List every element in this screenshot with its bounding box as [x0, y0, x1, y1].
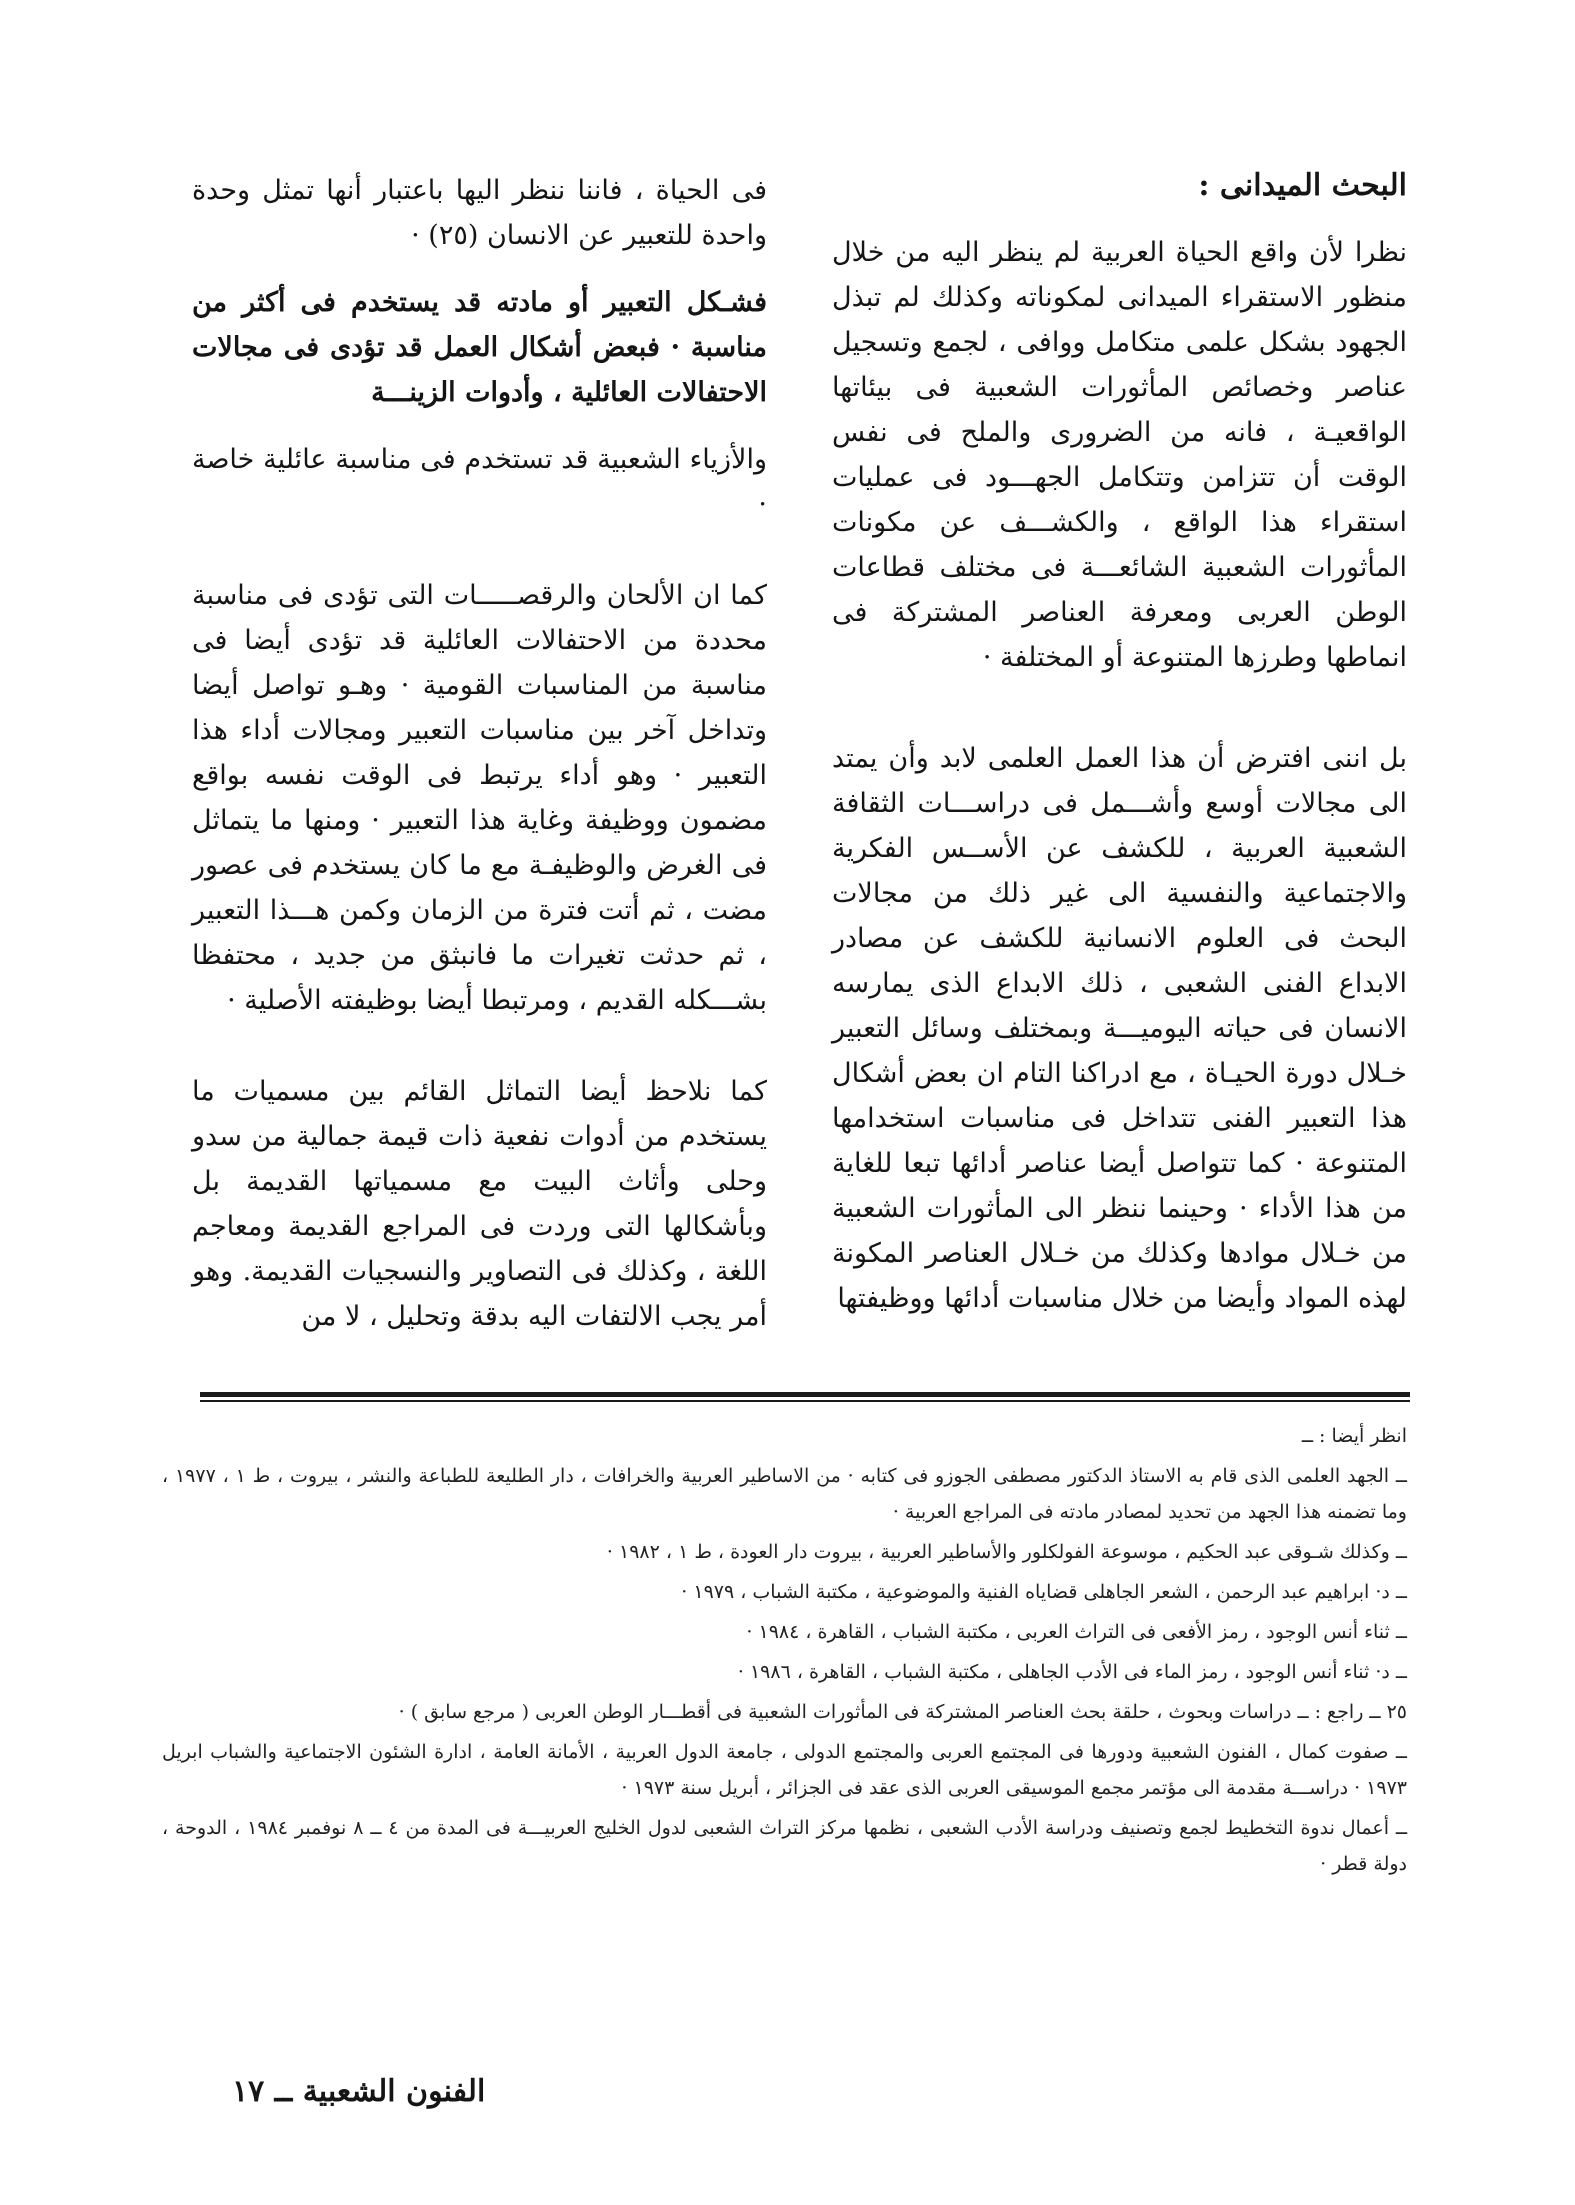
left-paragraph-1: فى الحياة ، فاننا ننظر اليها باعتبار أنها تمثل وحدة واحدة للتعبير عن الانسان (٢٥) ·: [192, 175, 767, 251]
footnote-item: ــ ثناء أنس الوجود ، رمز الأفعى فى التراث العربى ، مكتبة الشباب ، القاهرة ، ١٩٨٤ ·: [746, 1621, 1407, 1643]
footnote-intro: انظر أيضا : ــ: [1301, 1425, 1407, 1447]
footnote-item: ــ وكذلك شـوقى عبد الحكيم ، موسوعة الفولكلور والأساطير العربية ، بيروت دار العودة ، ط ١ ، ١٩٨٢ ·: [606, 1541, 1407, 1563]
right-paragraph-2: بل اننى افترض أن هذا العمل العلمى لابد وأن يمتد الى مجالات أوسع وأشـــمل فى دراســـات الثقافة الشعبية العربية ، للكشف عن الأســس الفكرية والاجتماعية والنفسية الى غير ذلك من مجالات البحث فى العلوم الانسانية للكشف عن مصادر الابداع الفنى الشعبى ، ذلك الابداع الذى يمارسه الانسان فى حياته اليوميـــة وبمختلف وسائل التعبير خـلال دورة الحيـاة ، مع ادراكنا التام ان بعض أشكال هذا التعبير الفنى تتداخل فى مناسبات استخدامها المتنوعة · كما تتواصل أيضا عناصر أدائها تبعا للغاية من هذا الأداء · وحينما ننظر الى المأثورات الشعبية من خـلال موادها وكذلك من خـلال العناصر المكونة لهذه المواد وأيضا من خلال مناسبات أدائها ووظيفتها: [832, 743, 1407, 1314]
footnote-divider-thin: [200, 1400, 1410, 1402]
page-footer: الفنون الشعبية ــ ١٧: [232, 2074, 486, 2109]
footnotes: [162, 1418, 1407, 1886]
left-column: [192, 168, 767, 1339]
footnote-divider: [200, 1392, 1410, 1397]
footnote-item: ــ د· ابراهيم عبد الرحمن ، الشعر الجاهلى قضاياه الفنية والموضوعية ، مكتبة الشباب ، ١٩٧٩ ·: [681, 1581, 1407, 1603]
left-paragraph-2: فشـكل التعبير أو مادته قد يستخدم فى أكثر من مناسبة · فبعض أشكال العمل قد تؤدى فى مجالات الاحتفالات العائلية ، وأدوات الزينـــة: [192, 287, 767, 408]
left-paragraph-5: كما نلاحظ أيضا التماثل القائم بين مسميات ما يستخدم من أدوات نفعية ذات قيمة جمالية من سدو وحلى وأثاث البيت مع مسمياتها القديمة بل وبأشكالها التى وردت فى المراجع القديمة ومعاجم اللغة ، وكذلك فى التصاوير والنسجيات القديمة. وهو أمر يجب الالتفات اليه بدقة وتحليل ، لا من: [192, 1076, 767, 1332]
footnote-item-25: ٢٥ ــ راجع : ــ دراسات وبحوث ، حلقة بحث العناصر المشتركة فى المأثورات الشعبية فى أقطـــار الوطن العربى ( مرجع سابق ) ·: [398, 1701, 1407, 1723]
left-paragraph-3: والأزياء الشعبية قد تستخدم فى مناسبة عائلية خاصة ·: [192, 444, 767, 520]
right-column: [832, 168, 1407, 1321]
left-paragraph-4: كما ان الألحان والرقصـــــات التى تؤدى فى مناسبة محددة من الاحتفالات العائلية قد تؤدى أيضا فى مناسبة من المناسبات القومية · وهـو تواصل أيضا وتداخل آخر بين مناسبات التعبير ومجالات أداء هذا التعبير · وهو أداء يرتبط فى الوقت نفسه بواقع مضمون ووظيفة وغاية هذا التعبير · ومنها ما يتماثل فى الغرض والوظيفـة مع ما كان يستخدم فى عصور مضت ، ثم أتت فترة من الزمان وكمن هـــذا التعبير ، ثم حدثت تغيرات ما فانبثق من جديد ، محتفظا بشـــكله القديم ، ومرتبطا أيضا بوظيفته الأصلية ·: [192, 580, 767, 1016]
section-heading: البحث الميدانى :: [1198, 168, 1407, 203]
footnote-item: ــ أعمال ندوة التخطيط لجمع وتصنيف ودراسة الأدب الشعبى ، نظمها مركز التراث الشعبى لدول الخليج العربيـــة فى المدة من ٤ ــ ٨ نوفمبر ١٩٨٤ ، الدوحة ، دولة قطر ·: [162, 1817, 1408, 1875]
right-paragraph-1: نظرا لأن واقع الحياة العربية لم ينظر اليه من خلال منظور الاستقراء الميدانى لمكوناته وكذلك لم تبذل الجهود بشكل علمى متكامل ووافى ، لجمع وتسجيل عناصر وخصائص المأثورات الشعبية فى بيئاتها الواقعيـة ، فانه من الضرورى والملح فى نفس الوقت أن تتزامن وتتكامل الجهـــود فى عمليات استقراء هذا الواقع ، والكشـــف عن مكونات المأثورات الشعبية الشائعـــة فى مختلف قطاعات الوطن العربى ومعرفة العناصر المشتركة فى انماطها وطرزها المتنوعة أو المختلفة ·: [832, 237, 1407, 673]
footnote-item: ــ صفوت كمال ، الفنون الشعبية ودورها فى المجتمع العربى والمجتمع الدولى ، جامعة الدول العربية ، الأمانة العامة ، ادارة الشئون الاجتماعية والشباب ابريل ١٩٧٣ · دراســـة مقدمة الى مؤتمر مجمع الموسيقى العربى الذى عقد فى الجزائر ، أبريل سنة ١٩٧٣ ·: [162, 1741, 1407, 1799]
footnote-item: ــ د· ثناء أنس الوجود ، رمز الماء فى الأدب الجاهلى ، مكتبة الشباب ، القاهرة ، ١٩٨٦ ·: [737, 1661, 1407, 1683]
footnote-item: ــ الجهد العلمى الذى قام به الاستاذ الدكتور مصطفى الجوزو فى كتابه · من الاساطير العربية والخرافات ، دار الطليعة للطباعة والنشر ، بيروت ، ط ١ ، ١٩٧٧ ، وما تضمنه هذا الجهد من تحديد لمصادر مادته فى المراجع العربية ·: [162, 1465, 1408, 1523]
